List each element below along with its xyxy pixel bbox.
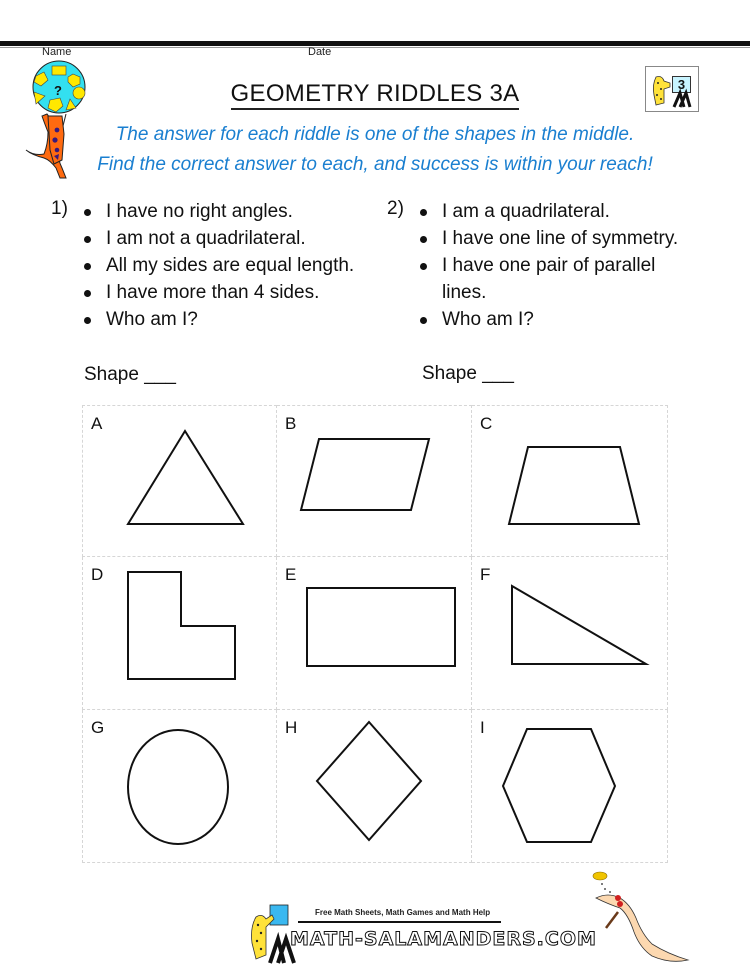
shape-cell-f [472, 557, 668, 710]
riddle-clue: I have no right angles. [82, 198, 354, 225]
date-label: Date [308, 46, 332, 58]
shape-cell-b [277, 405, 472, 557]
shape-cell-i [472, 710, 668, 863]
thinking-salamander-icon [590, 868, 690, 968]
shape-letter: I [480, 718, 485, 737]
shape-cell-d [82, 557, 277, 710]
riddle-clue: I am a quadrilateral. [418, 198, 678, 225]
rectangle-icon [277, 557, 472, 710]
riddle-2-answer-blank[interactable]: Shape ___ [422, 363, 514, 384]
subtitle-line-1: The answer for each riddle is one of the shapes in the middle. [115, 124, 635, 145]
shape-letter: B [285, 414, 297, 433]
equilateral-triangle-icon [83, 406, 278, 558]
svg-text:?: ? [54, 83, 62, 98]
top-rule [0, 41, 750, 46]
top-rule-thin [0, 47, 750, 48]
shape-letter: H [285, 718, 298, 737]
circle-icon [83, 710, 278, 863]
shape-letter: A [91, 414, 103, 433]
riddle-1-clues [82, 198, 354, 333]
title-text: GEOMETRY RIDDLES 3A [231, 80, 520, 110]
subtitle-line-2: Find the correct answer to each, and success is within your reach! [97, 154, 653, 175]
riddle-clue: I have one pair of parallel [418, 252, 678, 279]
shape-cell-a [82, 405, 277, 557]
name-label: Name [42, 46, 72, 58]
page-title [0, 80, 750, 108]
l-shape-icon [83, 557, 278, 710]
riddle-1-number: 1) [51, 198, 68, 219]
riddle-clue: All my sides are equal length. [82, 252, 354, 279]
riddle-clue: I have more than 4 sides. [82, 279, 354, 306]
trapezoid-icon [472, 406, 668, 558]
hexagon-icon [472, 710, 668, 863]
shape-cell-e [277, 557, 472, 710]
riddle-clue: I am not a quadrilateral. [82, 225, 354, 252]
shape-cell-c [472, 405, 668, 557]
rhombus-icon [277, 710, 472, 863]
riddle-clue: I have one line of symmetry. [418, 225, 678, 252]
shape-letter: D [91, 565, 104, 584]
shape-cell-h [277, 710, 472, 863]
shape-cell-g [82, 710, 277, 863]
riddle-clue-continuation: lines. [442, 282, 487, 303]
shape-letter: G [91, 718, 105, 737]
shape-letter: F [480, 565, 491, 584]
riddle-2-clues [418, 198, 678, 333]
right-triangle-icon [472, 557, 668, 710]
shape-letter: E [285, 565, 297, 584]
riddle-clue: Who am I? [418, 306, 678, 333]
grade-board: 3 [672, 76, 691, 93]
footer-rule [298, 921, 501, 923]
riddle-clue: Who am I? [82, 306, 354, 333]
parallelogram-icon [277, 406, 472, 558]
riddle-1-answer-blank[interactable]: Shape ___ [84, 364, 176, 385]
footer-brand-link[interactable]: MATH-SALAMANDERS.COM [290, 928, 597, 950]
riddle-2-number: 2) [387, 198, 404, 219]
footer-tagline: Free Math Sheets, Math Games and Math Help [315, 908, 491, 917]
shape-letter: C [480, 414, 493, 433]
shapes-grid [82, 405, 668, 863]
